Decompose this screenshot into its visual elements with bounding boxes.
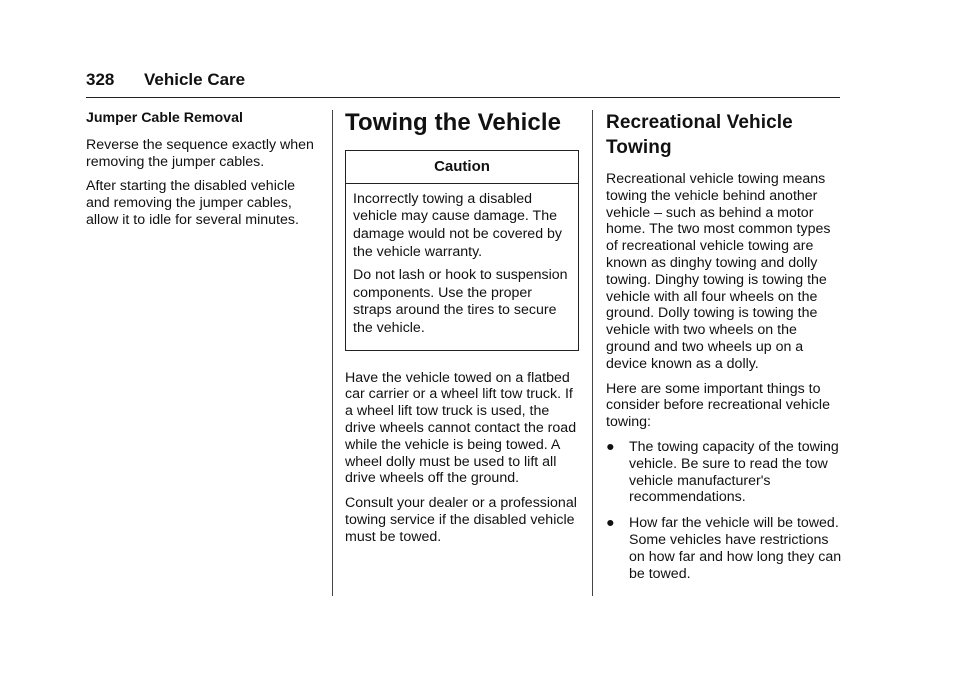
header-rule [86,97,840,98]
heading-towing-the-vehicle: Towing the Vehicle [345,109,562,136]
paragraph: Have the vehicle towed on a flatbed car carrier or a wheel lift tow truck. If a wheel lift tow truck is used, the drive wheels cannot contact the road while the vehicle is being towed. A wheel dolly must be used to lift all drive wheels off the ground. [345,369,577,487]
column-divider [592,110,593,596]
bullet-icon: ● [606,515,615,532]
column-jumper-cable-removal [86,110,322,237]
paragraph: After starting the disabled vehicle and removing the jumper cables, allow it to idle for several minutes. [86,178,299,228]
list-item-text: How far the vehicle will be towed. Some vehicles have restrictions on how far and how long they can be towed. [629,515,842,582]
column-towing-the-vehicle [345,110,581,554]
caution-title: Caution [346,151,578,184]
bullet-list [606,439,842,582]
paragraph: Here are some important things to consider before recreational vehicle towing: [606,380,830,431]
column-recreational-vehicle-towing [606,110,842,591]
paragraph: Reverse the sequence exactly when removing the jumper cables. [86,136,314,170]
caution-box [345,150,579,351]
bullet-icon: ● [606,438,615,455]
caution-body [346,184,578,350]
page-number: 328 [86,70,115,89]
page-header [86,70,245,90]
list-item-text: The towing capacity of the towing vehicle. Be sure to read the tow vehicle manufacturer's recommendations. [629,438,839,506]
list-item [606,515,842,582]
subheading-jumper-cable-removal: Jumper Cable Removal [86,110,243,126]
caution-paragraph: Do not lash or hook to suspension components. Use the proper straps around the tires to secure the vehicle. [353,267,568,336]
list-item [606,439,842,506]
column-divider [332,110,333,596]
paragraph: Recreational vehicle towing means towing the vehicle behind another vehicle – such as behind a motor home. The two most common types of recreational vehicle towing are known as dinghy towing and dolly towing. Dinghy towing is towing the vehicle with all four wheels on the ground. Dolly towing is towing the vehicle with two wheels on the ground and two wheels up on a device known as a dolly. [606,171,831,372]
heading-recreational-vehicle-towing: Recreational Vehicle Towing [606,112,793,158]
paragraph: Consult your dealer or a professional towing service if the disabled vehicle must be towed. [345,495,577,545]
caution-paragraph: Incorrectly towing a disabled vehicle may cause damage. The damage would not be covered by the vehicle warranty. [353,190,563,260]
section-title: Vehicle Care [144,70,246,89]
